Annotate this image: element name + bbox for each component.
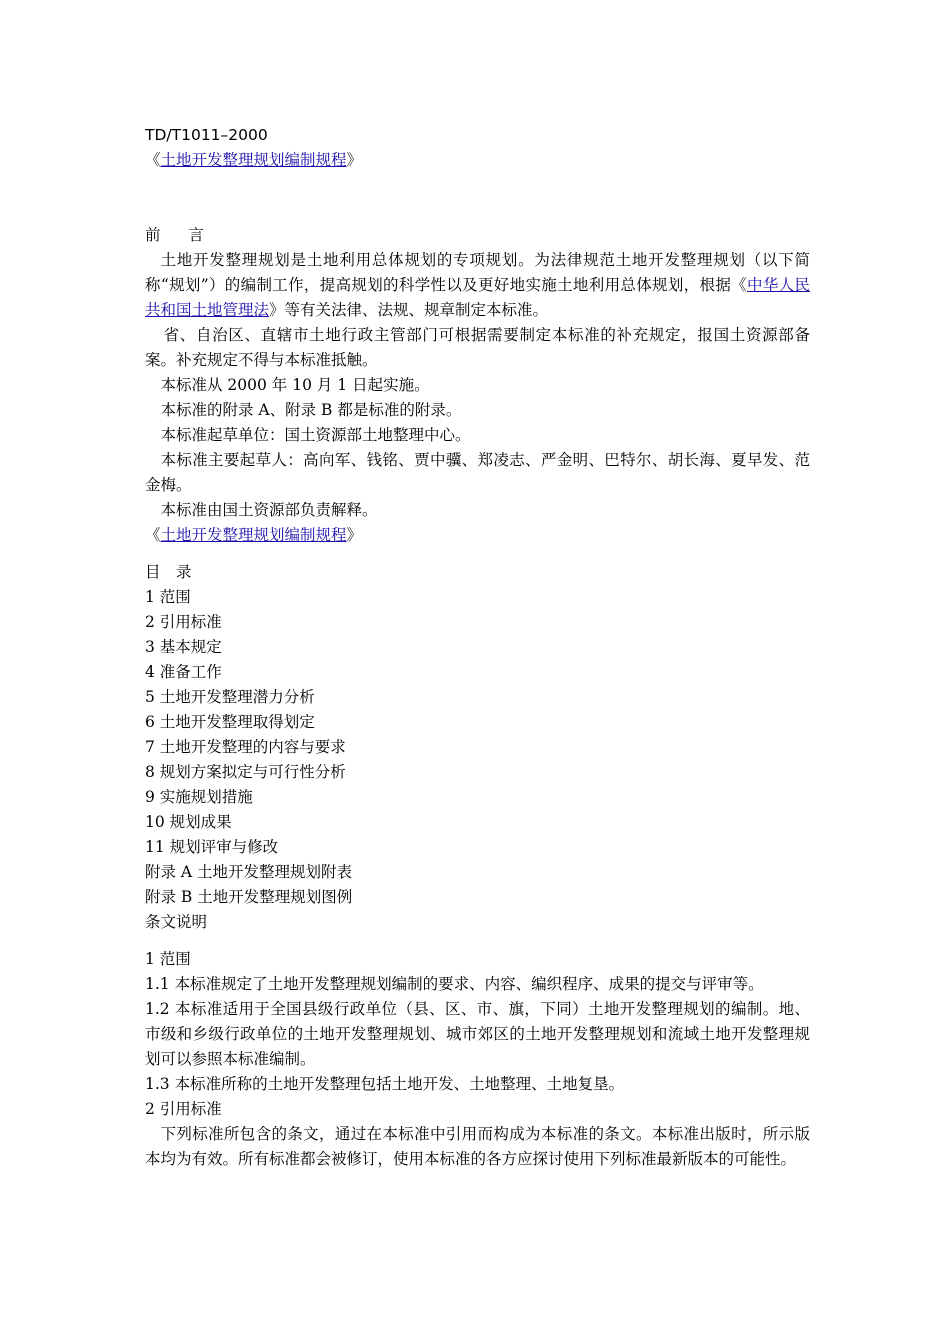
toc-item: 条文说明 xyxy=(145,913,208,931)
preface-paragraph-6: 本标准主要起草人：高向军、钱铭、贾中骥、郑凌志、严金明、巴特尔、胡长海、夏早发、范金梅。 xyxy=(145,451,810,494)
document-body xyxy=(145,123,810,1172)
toc-item: 7 土地开发整理的内容与要求 xyxy=(145,738,346,756)
preface-paragraph-7: 本标准由国土资源部负责解释。 xyxy=(160,501,378,519)
toc-item: 10 规划成果 xyxy=(145,813,232,831)
toc-item: 附录 A 土地开发整理规划附表 xyxy=(145,863,353,881)
preface-paragraph-3: 本标准从 2000 年 10 月 1 日起实施。 xyxy=(160,376,430,394)
toc-item: 8 规划方案拟定与可行性分析 xyxy=(145,763,346,781)
toc-item: 3 基本规定 xyxy=(145,638,222,656)
toc-heading: 目录 xyxy=(145,563,208,581)
clause-1-3: 1.3 本标准所称的土地开发整理包括土地开发、土地整理、土地复垦。 xyxy=(145,1075,625,1093)
clause-1-1: 1.1 本标准规定了土地开发整理规划编制的要求、内容、编织程序、成果的提交与评审等。 xyxy=(145,975,764,993)
preface-paragraph-1 xyxy=(145,248,810,323)
preface-paragraph-5: 本标准起草单位：国土资源部土地整理中心。 xyxy=(160,426,471,444)
preface-title-repeat xyxy=(145,523,810,548)
toc-item: 附录 B 土地开发整理规划图例 xyxy=(145,888,353,906)
toc-item: 5 土地开发整理潜力分析 xyxy=(145,688,315,706)
document-title xyxy=(145,148,810,173)
title-close-bracket-2: 》 xyxy=(346,526,363,544)
preface-p1-text-a: 土地开发整理规划是土地利用总体规划的专项规划。为法律规范土地开发整理规划（以下简称“规划”）的编制工作，提高规划的科学性以及更好地实施土地利用总体规划，根据《 xyxy=(145,251,810,294)
preface-heading: 前言 xyxy=(145,226,232,244)
section-2-paragraph: 下列标准所包含的条文，通过在本标准中引用而构成为本标准的条文。本标准出版时，所示版本均为有效。所有标准都会被修订，使用本标准的各方应探讨使用下列标准最新版本的可能性。 xyxy=(145,1125,810,1168)
toc-item: 6 土地开发整理取得划定 xyxy=(145,713,315,731)
preface-p1-text-b: 》等有关法律、法规、规章制定本标准。 xyxy=(269,301,549,319)
title-close-bracket: 》 xyxy=(346,151,363,169)
land-law-link[interactable]: 中华人民共和国土地管理法 xyxy=(145,276,810,319)
section-1-heading: 1 范围 xyxy=(145,950,191,968)
preface-paragraph-4: 本标准的附录 A、附录 B 都是标准的附录。 xyxy=(160,401,462,419)
toc-item: 2 引用标准 xyxy=(145,613,222,631)
toc-item: 11 规划评审与修改 xyxy=(145,838,279,856)
preface-paragraph-2: 省、自治区、直辖市土地行政主管部门可根据需要制定本标准的补充规定，报国土资源部备案。补充规定不得与本标准抵触。 xyxy=(145,326,810,369)
title-open-bracket: 《 xyxy=(145,151,161,169)
title-link-2[interactable]: 土地开发整理规划编制规程 xyxy=(160,526,347,544)
section-2-heading: 2 引用标准 xyxy=(145,1100,222,1118)
clause-1-2: 1.2 本标准适用于全国县级行政单位（县、区、市、旗，下同）土地开发整理规划的编制。地、市级和乡级行政单位的土地开发整理规划、城市郊区的土地开发整理规划和流域土地开发整理规划可以参照本标准编制。 xyxy=(145,1000,810,1068)
standard-code: TD/T1011–2000 xyxy=(145,126,268,144)
title-link[interactable]: 土地开发整理规划编制规程 xyxy=(160,151,347,169)
toc-item: 1 范围 xyxy=(145,588,191,606)
title-open-bracket-2: 《 xyxy=(145,526,161,544)
toc-list xyxy=(145,585,810,935)
toc-item: 9 实施规划措施 xyxy=(145,788,253,806)
toc-item: 4 准备工作 xyxy=(145,663,222,681)
